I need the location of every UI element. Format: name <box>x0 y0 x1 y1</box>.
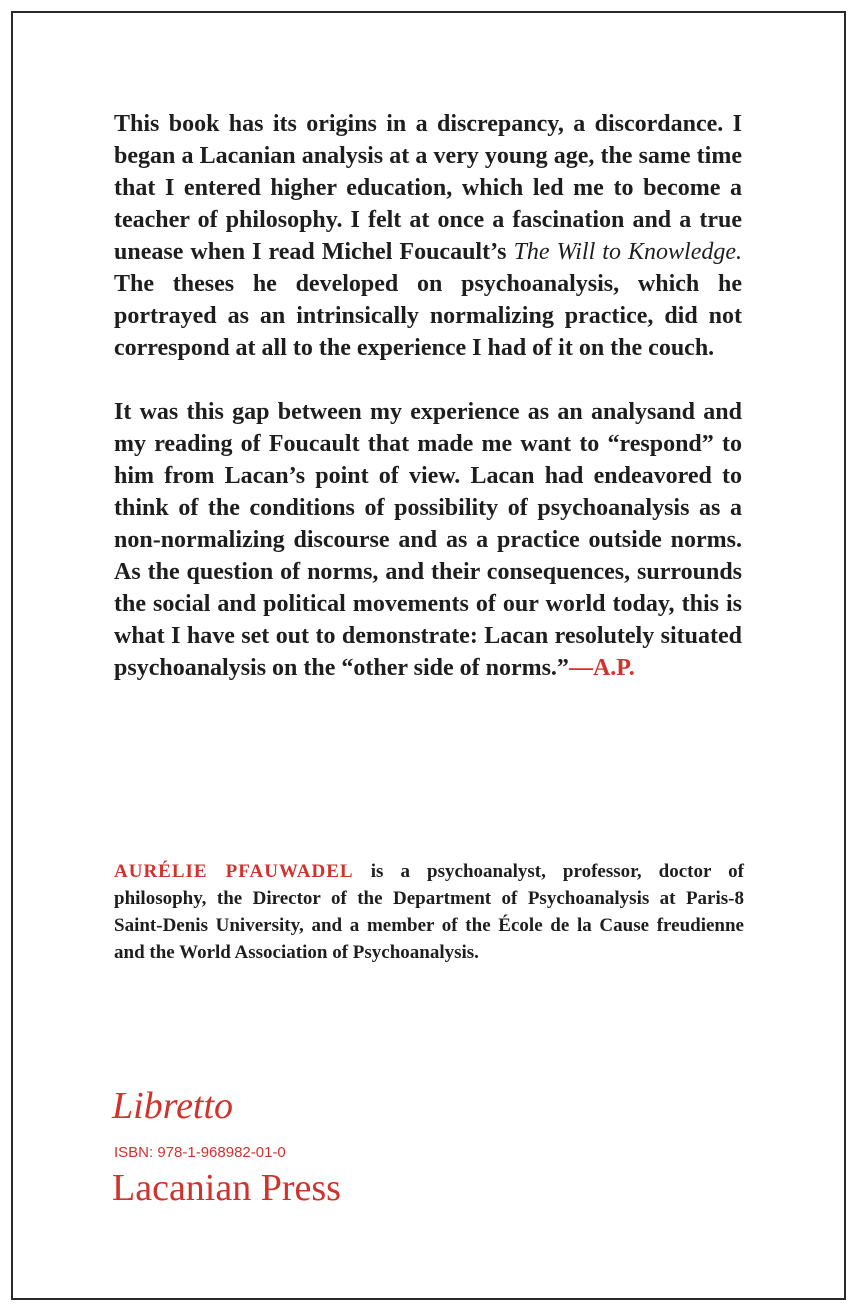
author-bio-text: is a psychoanalyst, professor, doctor of philosophy, the Director of the Department of Psychoanalysis at Paris-8 Saint-Denis University, and a member of the École de la Cause freudienne and the World Association of Psychoanalysis. <box>114 861 744 963</box>
blurb-p2-text: It was this gap between my experience as an analysand and my reading of Foucault that made me want to “respond” to him from Lacan’s point of view. Lacan had endeavored to think of the conditions of possibility of psychoanalysis as a non-normalizing discourse and as a practice outside norms. As the question of norms, and their consequences, surrounds the social and political movements of our world today, this is what I have set out to demonstrate: Lacan resolutely situated psychoanalysis on the “other side of norms.” <box>114 399 742 681</box>
author-bio-paragraph <box>114 858 744 966</box>
isbn: ISBN: 978-1-968982-01-0 <box>114 1144 286 1161</box>
blurb <box>114 108 742 684</box>
series-name: Libretto <box>112 1085 234 1127</box>
blurb-paragraph-2 <box>114 396 742 684</box>
author-name: AURÉLIE PFAUWADEL <box>114 861 354 882</box>
book-title-reference: The Will to Knowledge. <box>513 239 743 265</box>
blurb-p1-text: This book has its origins in a discrepancy, a discordance. I began a Lacanian analysis at a very young age, the same time that I entered higher education, which led me to become a teacher of philosophy. I felt at once a fascination and a true unease when I read Michel Foucault’s <box>114 111 742 265</box>
blurb-paragraph-1 <box>114 108 742 364</box>
publisher-name: Lacanian Press <box>112 1167 341 1209</box>
blurb-signature: —A.P. <box>568 655 635 681</box>
author-bio <box>114 858 744 966</box>
blurb-p1-text-continued: The theses he developed on psychoanalysis, which he portrayed as an intrinsically normalizing practice, did not correspond at all to the experience I had of it on the couch. <box>114 271 742 361</box>
